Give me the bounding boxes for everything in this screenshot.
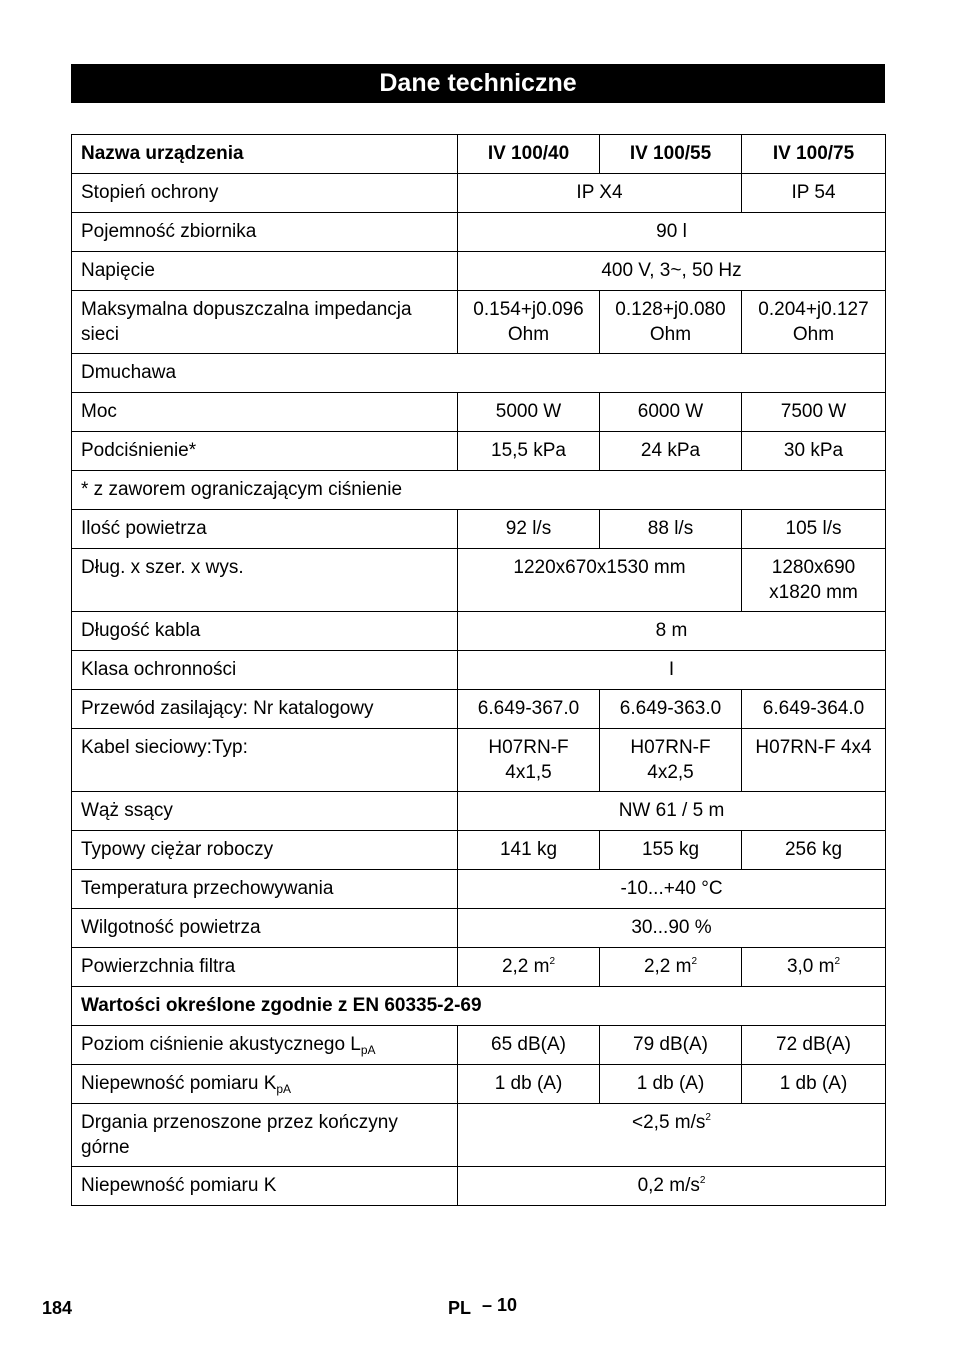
row-value: 1 db (A) [742, 1065, 886, 1104]
page-number: 184 [42, 1298, 73, 1318]
table-row [72, 690, 886, 729]
row-value: NW 61 / 5 m [458, 792, 886, 831]
value-text: <2,5 m/s [632, 1112, 706, 1133]
row-label: Dług. x szer. x wys. [72, 549, 458, 612]
row-label: Przewód zasilający: Nr katalogowy [72, 690, 458, 729]
row-value: 6.649-367.0 [458, 690, 600, 729]
row-value: 400 V, 3~, 50 Hz [458, 252, 886, 291]
row-value: 1 db (A) [600, 1065, 742, 1104]
row-value: 105 l/s [742, 510, 886, 549]
table-row [72, 549, 886, 612]
row-label: Wilgotność powietrza [72, 909, 458, 948]
table-row [72, 1167, 886, 1206]
row-value [458, 1167, 886, 1206]
row-value [458, 948, 600, 987]
row-value: 79 dB(A) [600, 1026, 742, 1065]
table-section-row [72, 354, 886, 393]
header-model-3: IV 100/75 [742, 135, 886, 174]
table-row [72, 432, 886, 471]
row-value [600, 948, 742, 987]
value-text: 2,2 m [643, 956, 692, 977]
row-value: 0.128+j0.080 Ohm [600, 291, 742, 354]
row-label [72, 1065, 458, 1104]
row-label: Powierzchnia filtra [72, 948, 458, 987]
table-header-row [72, 135, 886, 174]
superscript: 2 [699, 1175, 706, 1186]
row-label: Maksymalna dopuszczalna impedancja sieci [72, 291, 458, 354]
table-row [72, 948, 886, 987]
row-label: Drgania przenoszone przez kończyny górne [72, 1104, 458, 1167]
table-row [72, 729, 886, 792]
row-value: 7500 W [742, 393, 886, 432]
row-value: I [458, 651, 886, 690]
row-value: 24 kPa [600, 432, 742, 471]
table-row [72, 393, 886, 432]
value-text: 0,2 m/s [637, 1175, 700, 1196]
row-value [742, 948, 886, 987]
row-value: 1280x690 x1820 mm [742, 549, 886, 612]
row-value: 1 db (A) [458, 1065, 600, 1104]
row-value: 141 kg [458, 831, 600, 870]
row-value: H07RN-F 4x1,5 [458, 729, 600, 792]
row-label: Kabel sieciowy:Typ: [72, 729, 458, 792]
row-value: 155 kg [600, 831, 742, 870]
row-value: -10...+40 °C [458, 870, 886, 909]
row-value: 256 kg [742, 831, 886, 870]
table-row [72, 870, 886, 909]
row-label: Podciśnienie* [72, 432, 458, 471]
header-model-1: IV 100/40 [458, 135, 600, 174]
row-label: Wąż ssący [72, 792, 458, 831]
table-note-row [72, 471, 886, 510]
row-label: Długość kabla [72, 612, 458, 651]
row-label: Stopień ochrony [72, 174, 458, 213]
superscript: 2 [705, 1112, 711, 1123]
table-row [72, 792, 886, 831]
section-page-number: – 10 [482, 1295, 518, 1315]
row-value: 1220x670x1530 mm [458, 549, 742, 612]
page-title: Dane techniczne [71, 64, 885, 103]
row-value: H07RN-F 4x4 [742, 729, 886, 792]
subscript: pA [360, 1043, 376, 1057]
row-value: 6.649-363.0 [600, 690, 742, 729]
table-row [72, 612, 886, 651]
row-value [458, 1104, 886, 1167]
row-label [72, 1026, 458, 1065]
row-label: Ilość powietrza [72, 510, 458, 549]
table-row [72, 1065, 886, 1104]
section-label: Wartości określone zgodnie z EN 60335-2-69 [72, 987, 886, 1026]
row-value: 90 l [458, 213, 886, 252]
table-row [72, 213, 886, 252]
row-label: Niepewność pomiaru K [72, 1167, 458, 1206]
row-label: Pojemność zbiornika [72, 213, 458, 252]
row-value: IP 54 [742, 174, 886, 213]
row-value: 8 m [458, 612, 886, 651]
value-text: 2,2 m [501, 956, 550, 977]
subscript: pA [276, 1082, 292, 1096]
value-text: 3,0 m [786, 956, 835, 977]
row-value: 15,5 kPa [458, 432, 600, 471]
table-row [72, 252, 886, 291]
row-value: 65 dB(A) [458, 1026, 600, 1065]
row-value: H07RN-F 4x2,5 [600, 729, 742, 792]
header-label: Nazwa urządzenia [72, 135, 458, 174]
row-value: 88 l/s [600, 510, 742, 549]
row-label: Moc [72, 393, 458, 432]
table-row [72, 831, 886, 870]
row-value: 92 l/s [458, 510, 600, 549]
row-value: 0.204+j0.127 Ohm [742, 291, 886, 354]
row-value: 0.154+j0.096 Ohm [458, 291, 600, 354]
table-row [72, 174, 886, 213]
table-row [72, 909, 886, 948]
row-label: Typowy ciężar roboczy [72, 831, 458, 870]
label-text: Poziom ciśnienie akustycznego L [81, 1034, 361, 1055]
language-code: PL [448, 1298, 472, 1318]
label-text: Niepewność pomiaru K [81, 1073, 277, 1094]
footnote-label: * z zaworem ograniczającym ciśnienie [72, 471, 886, 510]
row-label: Temperatura przechowywania [72, 870, 458, 909]
row-value: 6.649-364.0 [742, 690, 886, 729]
superscript: 2 [549, 956, 556, 967]
table-row [72, 1104, 886, 1167]
table-section-row [72, 987, 886, 1026]
row-value: 6000 W [600, 393, 742, 432]
technical-data-table [71, 134, 886, 1206]
header-model-2: IV 100/55 [600, 135, 742, 174]
row-value: 30...90 % [458, 909, 886, 948]
table-row [72, 651, 886, 690]
table-row [72, 291, 886, 354]
row-label: Napięcie [72, 252, 458, 291]
superscript: 2 [691, 956, 698, 967]
row-value: 30 kPa [742, 432, 886, 471]
section-label: Dmuchawa [72, 354, 886, 393]
table-row [72, 510, 886, 549]
row-label: Klasa ochronności [72, 651, 458, 690]
table-row [72, 1026, 886, 1065]
row-value: 5000 W [458, 393, 600, 432]
row-value: 72 dB(A) [742, 1026, 886, 1065]
row-value: IP X4 [458, 174, 742, 213]
superscript: 2 [834, 956, 841, 967]
